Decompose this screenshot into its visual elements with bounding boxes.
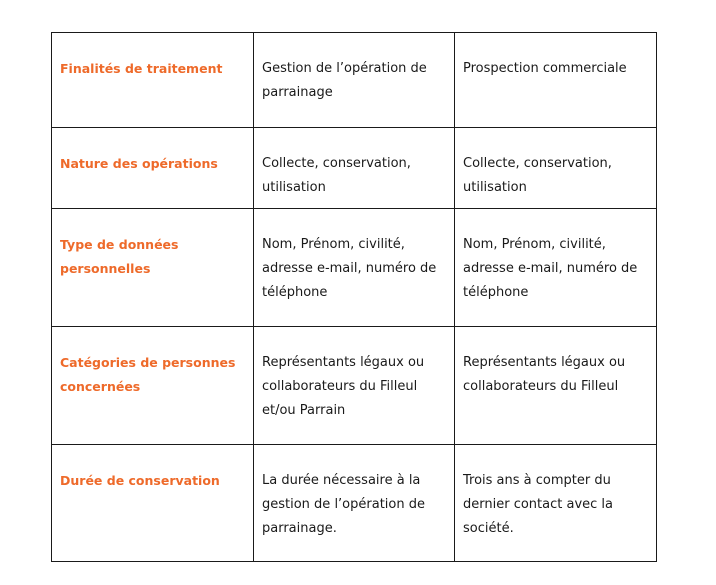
table-row — [52, 209, 657, 327]
cell-data-type-prospecting: Nom, Prénom, civilité, adresse e-mail, numéro de téléphone — [455, 209, 657, 327]
cell-operations-prospecting: Collecte, conservation, utilisation — [455, 128, 657, 209]
cell-retention-referral: La durée nécessaire à la gestion de l’opération de parrainage. — [254, 445, 455, 562]
row-label-operations: Nature des opérations — [52, 128, 254, 209]
cell-operations-referral: Collecte, conservation, utilisation — [254, 128, 455, 209]
cell-commercial-prospecting: Prospection commerciale — [455, 33, 657, 128]
cell-persons-referral: Représentants légaux ou collaborateurs du Filleul et/ou Parrain — [254, 327, 455, 445]
cell-retention-prospecting: Trois ans à compter du dernier contact avec la société. — [455, 445, 657, 562]
row-label-purposes: Finalités de traitement — [52, 33, 254, 128]
table-row — [52, 33, 657, 128]
table-row — [52, 327, 657, 445]
table-row — [52, 445, 657, 562]
cell-data-type-referral: Nom, Prénom, civilité, adresse e-mail, numéro de téléphone — [254, 209, 455, 327]
data-processing-table — [51, 32, 657, 562]
table-row — [52, 128, 657, 209]
row-label-persons: Catégories de personnes concernées — [52, 327, 254, 445]
row-label-retention: Durée de conservation — [52, 445, 254, 562]
cell-referral-management: Gestion de l’opération de parrainage — [254, 33, 455, 128]
cell-persons-prospecting: Représentants légaux ou collaborateurs du Filleul — [455, 327, 657, 445]
row-label-data-type: Type de données personnelles — [52, 209, 254, 327]
